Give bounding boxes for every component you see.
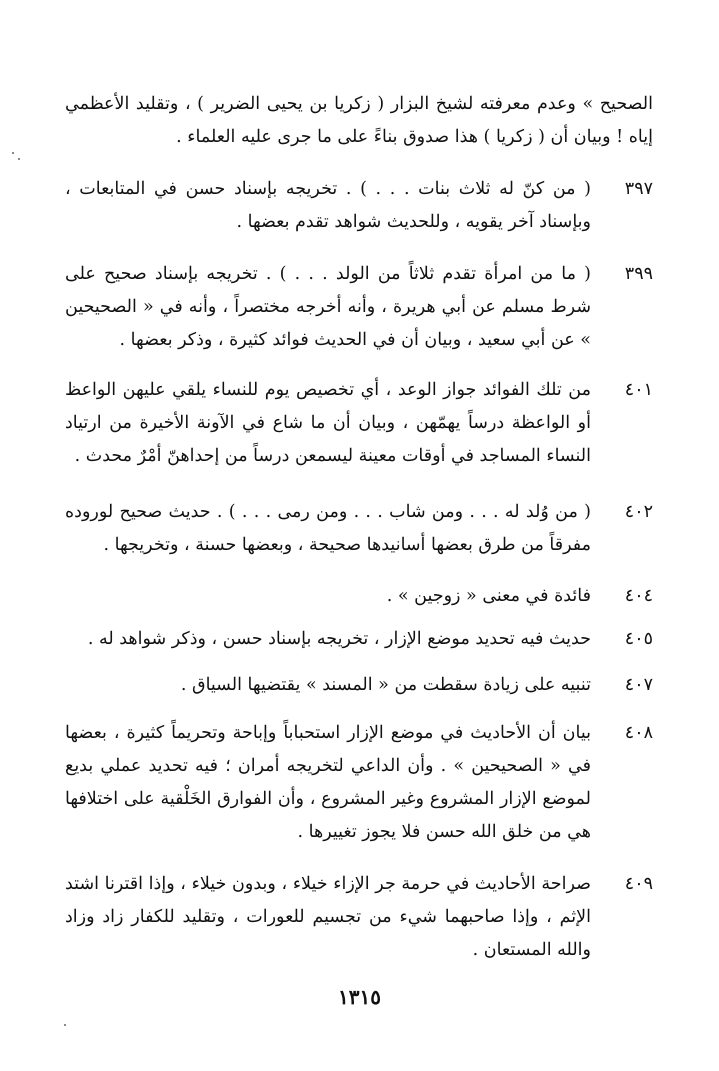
entry-399	[65, 258, 653, 357]
entry-number: ٤٠٧	[624, 675, 653, 695]
entry-number: ٣٩٩	[624, 264, 653, 284]
entry-text: صراحة الأحاديث في حرمة جر الإزاء خيلاء ، وبدون خيلاء ، وإذا اقترنا اشتد الإثم ، وإذا صاحبهما شيء من تجسيم للعورات ، وتقليد للكفار زاد وزاد والله المستعان .	[65, 874, 591, 960]
entry-text: ( من وُلد له . . . ومن شاب . . . ومن رمى . . . ) . حديث صحيح لوروده مفرقاً من طرق بعضها أسانيدها صحيحة ، وبعضها حسنة ، وتخريجها .	[65, 502, 591, 555]
entry-text: بيان أن الأحاديث في موضع الإزار استحباباً وإباحة وتحريماً كثيرة ، بعضها في « الصحيحين » . وأن الداعي لتخريجه أمران ؛ فيه تحديد عملي بديع لموضع الإزار المشروع وغير المشروع ، وأن الفوارق الخَلْقية على اختلافها هي من خلق الله حسن فلا يجوز تغييرها .	[65, 723, 591, 842]
entry-text: تنبيه على زيادة سقطت من « المسند » يقتضيها السياق .	[180, 675, 591, 695]
entry-text: ( ما من امرأة تقدم ثلاثاً من الولد . . . ) . تخريجه بإسناد صحيح على شرط مسلم عن أبي هريرة ، وأنه أخرجه مختصراً ، وأنه في « الصحيحين » عن أبي سعيد ، وبيان أن في الحديث فوائد كثيرة ، وذكر بعضها .	[65, 264, 591, 350]
entry-text: ( من كنّ له ثلاث بنات . . . ) . تخريجه بإسناد حسن في المتابعات ، وبإسناد آخر يقويه ، وللحديث شواهد تقدم بعضها .	[65, 179, 591, 232]
entry-409	[65, 868, 653, 967]
entry-number: ٤٠٥	[624, 629, 653, 649]
entry-397	[65, 173, 653, 239]
entry-text: حديث فيه تحديد موضع الإزار ، تخريجه بإسناد حسن ، وذكر شواهد له .	[87, 629, 591, 649]
entry-number: ٣٩٧	[624, 179, 653, 199]
scan-speck	[64, 1024, 66, 1026]
entry-number: ٤٠١	[624, 380, 653, 400]
entry-text: فائدة في معنى « زوجين » .	[386, 586, 591, 606]
page-number: ١٣١٥	[338, 985, 381, 1009]
scan-speck	[18, 158, 20, 160]
entry-402	[65, 496, 653, 562]
entry-407	[65, 669, 653, 702]
entry-number: ٤٠٩	[624, 874, 653, 894]
scan-speck	[12, 152, 14, 154]
entry-404	[65, 580, 653, 613]
entry-number: ٤٠٨	[624, 723, 653, 743]
intro-paragraph: الصحيح » وعدم معرفته لشيخ البزار ( زكريا بن يحيى الضرير ) ، وتقليد الأعظمي إياه ! وبيان أن ( زكريا ) هذا صدوق بناءً على ما جرى عليه العلماء .	[65, 94, 653, 147]
entry-405	[65, 623, 653, 656]
entry-408	[65, 717, 653, 849]
entry-401	[65, 374, 653, 473]
entry-number: ٤٠٢	[624, 502, 653, 522]
entry-number: ٤٠٤	[624, 586, 653, 606]
entry-text: من تلك الفوائد جواز الوعد ، أي تخصيص يوم للنساء يلقي عليهن الواعظ أو الواعظة درساً يهمّهن ، وبيان أن ما شاع في الآونة الأخيرة من ارتياد النساء المساجد في أوقات معينة ليسمعن درساً من إحداهنّ أمْرٌ محدث .	[65, 380, 591, 466]
